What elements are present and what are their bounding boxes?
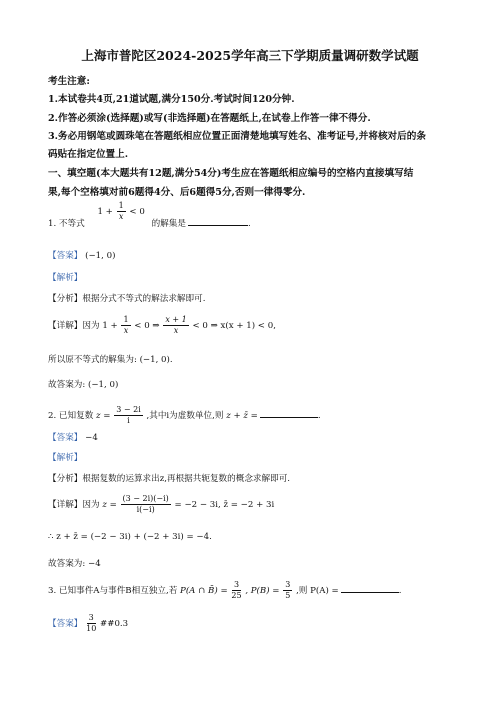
q1-answer-tag: 【答案】 [48,251,83,261]
section-intro-line2: 果,每个空格填对前6题得4分、后6题得5分,否则一律得零分. [48,187,306,198]
q3-answer-line [48,614,128,633]
notice-item-1: 1.本试卷共4页,21道试题,满分150分.考试时间120分钟. [48,94,295,105]
q2-answer-line [48,431,98,443]
q1-blank [188,217,248,226]
q2-analysis-tag: 【解析】 [48,453,83,463]
q1-detail: 【详解】因为 1 + $\frac{1}{x}$ < 0 ⇒ $\frac{x + 1}{x}$ < 0 ⇒ x(x + 1) < 0, [48,315,276,335]
q1-stem: 1. 不等式 1 + $\frac{1}{x}$ < 0 的解集是 . [48,201,251,229]
q1-suffix: 的解集是 [151,219,186,229]
q1-fraction: $\frac{1}{x}$ [118,201,124,221]
q2-analysis: 【分析】根据复数的运算求出z,再根据共轭复数的概念求解即可. [48,474,291,484]
q2-final: 故答案为: −4 [48,559,101,569]
q1-inequality: 1 + $\frac{1}{x}$ < 0 [97,201,145,221]
q3-answer-tag: 【答案】 [48,619,83,629]
q1-answer-line [48,249,115,261]
q2-answer: −4 [85,433,98,443]
q1-answer: (−1, 0) [85,251,116,261]
q2-therefore: ∴ z + z̄ = (−2 − 3i) + (−2 + 3i) = −4. [48,532,212,542]
page-title: 上海市普陀区2024-2025学年高三下学期质量调研数学试题 [81,48,419,63]
q2-answer-tag: 【答案】 [48,433,83,443]
q2-blank [260,409,318,418]
q2-detail-fraction: $\frac{(3 - 2i)(-i)}{i(-i)}$ [122,494,169,514]
q2-stem: 2. 已知复数 z = $\frac{3 - 2i}{i}$ ,其中i为虚数单位,则 z + z̄ = . [48,405,321,425]
q3-blank [341,584,399,593]
q1-detail-fraction-2: $\frac{x + 1}{x}$ [165,315,187,335]
q2-fraction: $\frac{3 - 2i}{i}$ [116,405,141,425]
notice-item-3-line2: 码贴在指定位置上. [48,149,129,160]
q1-analysis: 【分析】根据分式不等式的解法求解即可. [48,294,206,304]
q3-fraction-1: $\frac{3}{25}$ [231,580,242,600]
q3-stem: 3. 已知事件A与事件B相互独立,若 P(A ∩ B̄) = $\frac{3}{25}$ , P(B) = $\frac{3}{5}$ ,则 P(A) = . [48,580,402,600]
q1-final: 故答案为: (−1, 0) [48,380,119,390]
q3-answer-rest: ##0.3 [100,619,129,629]
q3-answer-fraction: $\frac{3}{10}$ [86,613,97,633]
q3-fraction-2: $\frac{3}{5}$ [285,580,291,600]
notice-item-3-line1: 3.务必用钢笔或圆珠笔在答题纸相应位置正面清楚地填写姓名、准考证号,并将核对后的条 [48,131,426,142]
q2-detail: 【详解】因为 z = $\frac{(3 - 2i)(-i)}{i(-i)}$ = −2 − 3i, z̄ = −2 + 3i [48,494,275,514]
notice-heading: 考生注意: [48,76,90,87]
q1-detail-fraction-1: $\frac{1}{x}$ [123,315,129,335]
q1-prefix: 1. 不等式 [48,219,85,229]
q1-analysis-tag: 【解析】 [48,273,83,283]
section-intro-line1: 一、填空题(本大题共有12题,满分54分)考生应在答题纸相应编号的空格内直接填写结 [48,168,414,179]
q1-solution-set: 所以原不等式的解集为: (−1, 0). [48,355,173,365]
notice-item-2: 2.作答必须涂(选择题)或写(非选择题)在答题纸上,在试卷上作答一律不得分. [48,113,371,124]
